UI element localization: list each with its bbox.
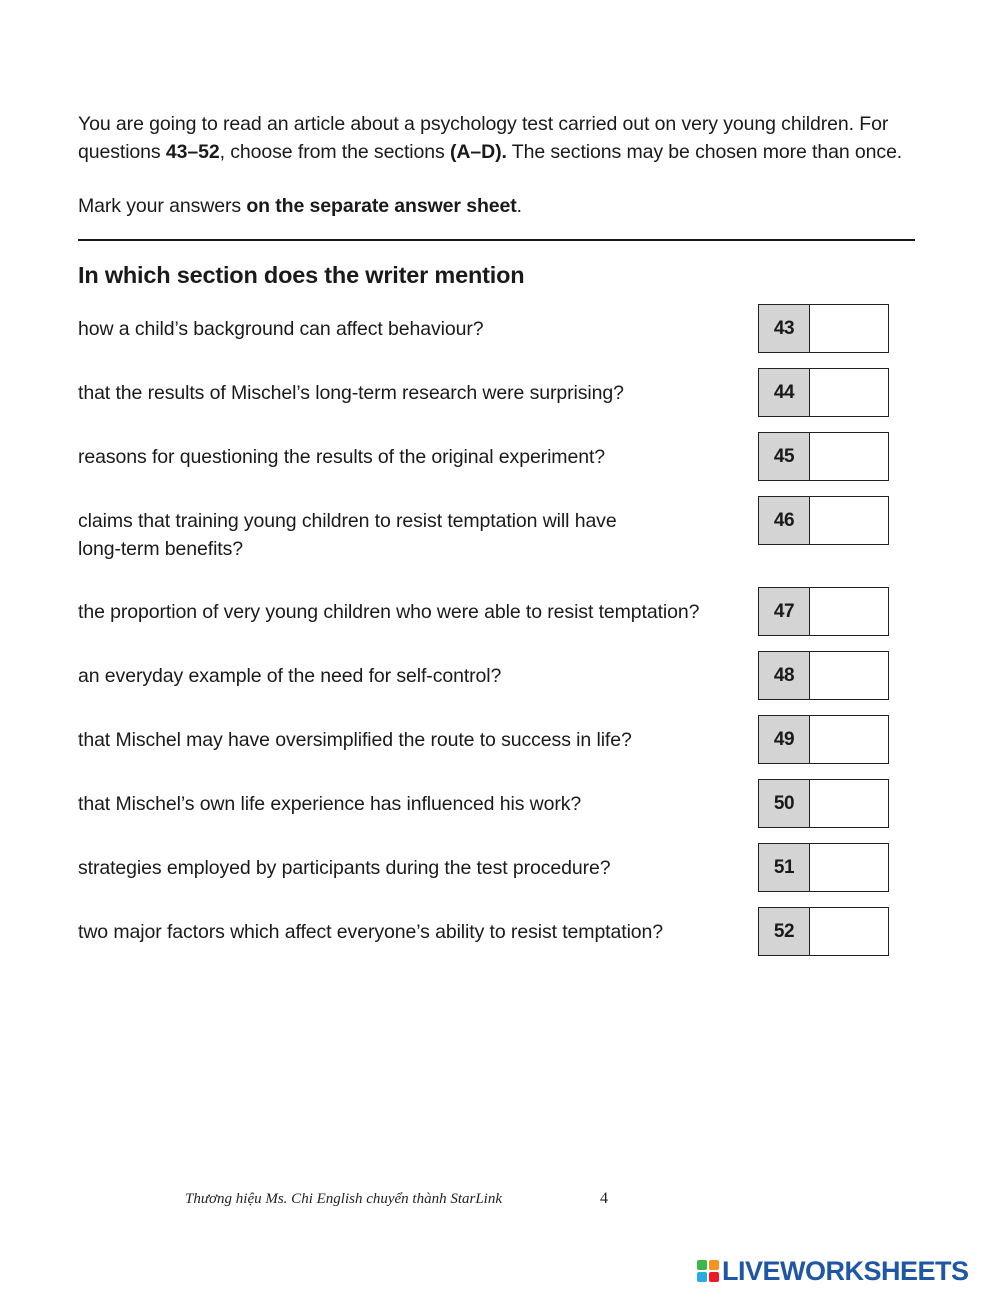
answer-box	[758, 651, 889, 700]
answer-input[interactable]	[810, 433, 888, 480]
answer-box	[758, 368, 889, 417]
answer-box	[758, 715, 889, 764]
question-text: that Mischel’s own life experience has influenced his work?	[78, 793, 582, 815]
answer-box	[758, 432, 889, 481]
question-number: 48	[759, 652, 810, 699]
answer-input[interactable]	[810, 369, 888, 416]
question-number: 43	[759, 305, 810, 352]
instructions-text: .	[516, 195, 522, 217]
logo-tile	[709, 1272, 719, 1282]
instructions-text: The sections may be chosen more than once.	[506, 141, 903, 163]
logo-text: LIVEWORKSHEETS	[722, 1255, 969, 1286]
logo-tile	[697, 1272, 707, 1282]
answer-input[interactable]	[810, 497, 888, 544]
answer-input[interactable]	[810, 652, 888, 699]
section-range: (A–D).	[449, 141, 507, 163]
instructions	[78, 110, 928, 220]
question-text: how a child’s background can affect behaviour?	[78, 318, 484, 340]
question-number: 51	[759, 844, 810, 891]
question-number: 50	[759, 780, 810, 827]
logo-tile	[709, 1260, 719, 1270]
question-number: 49	[759, 716, 810, 763]
question-number: 44	[759, 369, 810, 416]
answer-sheet-emphasis: on the separate answer sheet	[246, 195, 517, 217]
answer-input[interactable]	[810, 780, 888, 827]
liveworksheets-logo[interactable]	[697, 1256, 969, 1286]
answer-box	[758, 779, 889, 828]
liveworksheets-grid-icon	[697, 1260, 719, 1282]
question-number: 46	[759, 497, 810, 544]
answer-box	[758, 496, 889, 545]
instructions-text: Mark your answers	[78, 195, 247, 217]
question-text: that Mischel may have oversimplified the route to success in life?	[78, 729, 632, 751]
question-text: reasons for questioning the results of the original experiment?	[78, 446, 606, 468]
question-range: 43–52	[165, 141, 220, 163]
instructions-text: You are going to read an article about a psychology test carried out on very young children. For questions	[78, 113, 889, 163]
divider	[78, 239, 915, 241]
question-number: 47	[759, 588, 810, 635]
answer-input[interactable]	[810, 305, 888, 352]
section-heading: In which section does the writer mention	[78, 262, 525, 288]
answer-box	[758, 587, 889, 636]
answer-sheet-note	[78, 192, 928, 220]
answer-input[interactable]	[810, 588, 888, 635]
instructions-text: , choose from the sections	[219, 141, 450, 163]
question-text: that the results of Mischel’s long-term research were surprising?	[78, 382, 624, 404]
question-text: two major factors which affect everyone’s ability to resist temptation?	[78, 921, 664, 943]
logo-tile	[697, 1260, 707, 1270]
question-text: strategies employed by participants during the test procedure?	[78, 857, 611, 879]
answer-box	[758, 304, 889, 353]
answer-box	[758, 907, 889, 956]
answer-box	[758, 843, 889, 892]
question-number: 52	[759, 908, 810, 955]
question-text: claims that training young children to resist temptation will have long-term benefits?	[78, 510, 617, 560]
question-text: the proportion of very young children who were able to resist temptation?	[78, 601, 700, 623]
instructions-line	[78, 110, 928, 166]
answer-input[interactable]	[810, 844, 888, 891]
question-text: an everyday example of the need for self-control?	[78, 665, 502, 687]
answer-input[interactable]	[810, 908, 888, 955]
question-number: 45	[759, 433, 810, 480]
page-number: 4	[600, 1190, 608, 1207]
footer-brand: Thương hiệu Ms. Chi English chuyển thành StarLink	[185, 1191, 503, 1207]
answer-input[interactable]	[810, 716, 888, 763]
